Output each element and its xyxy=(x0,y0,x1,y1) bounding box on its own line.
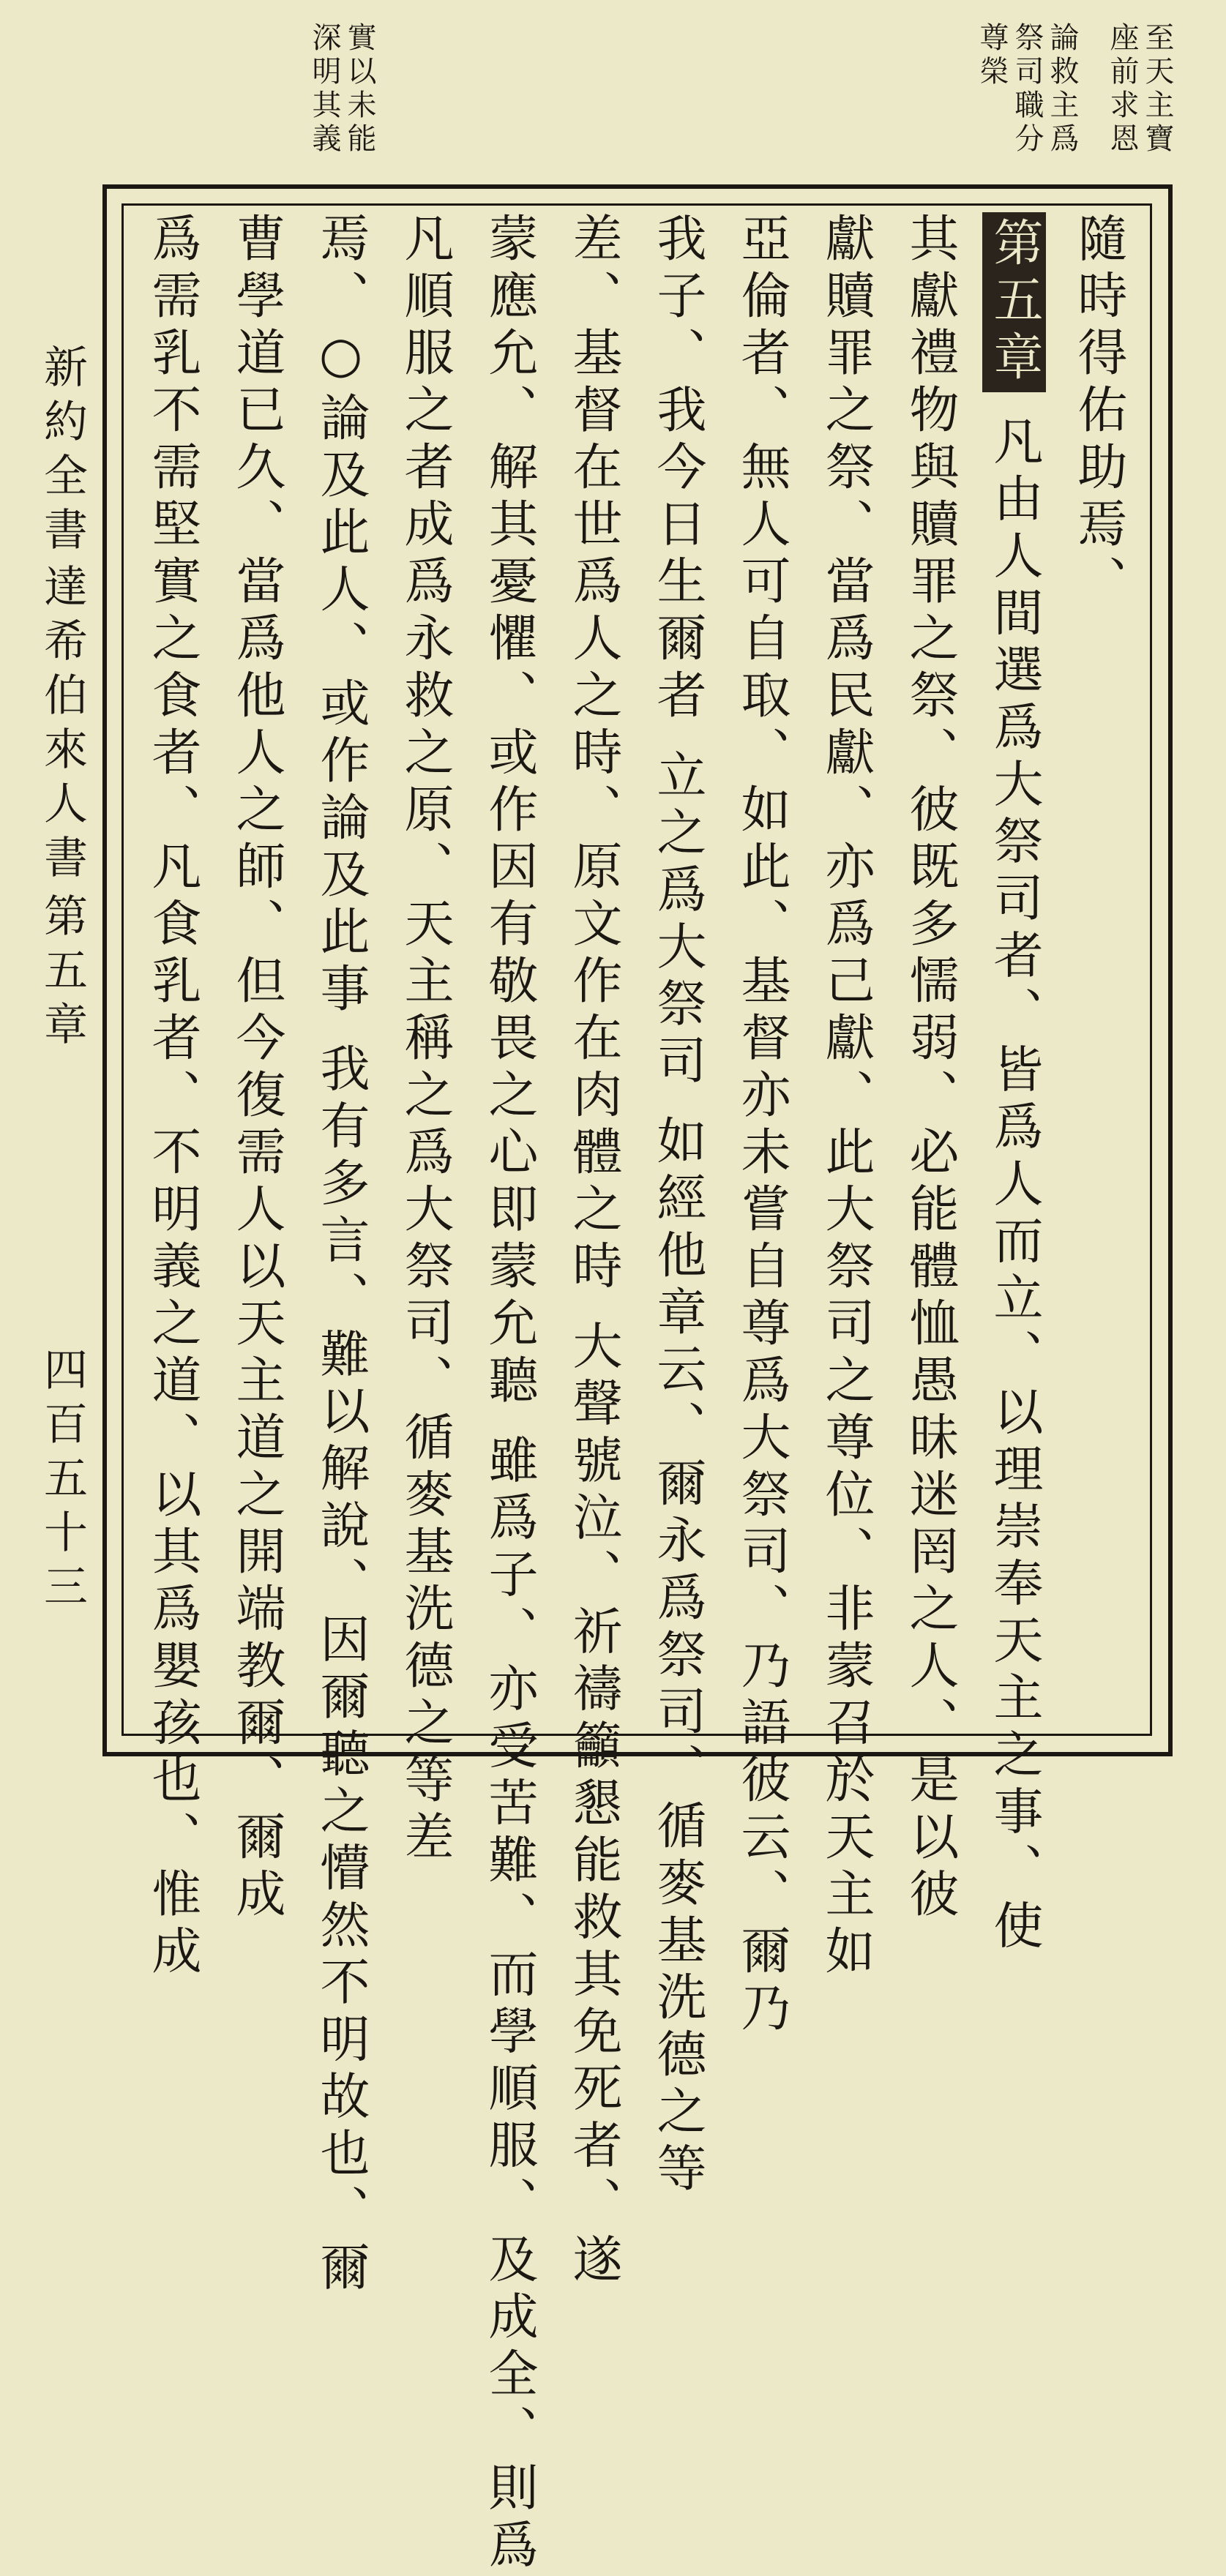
text-column-2: 第五章 凡由人間選爲大祭司者、皆爲人而立、以理崇奉天主之事、使 xyxy=(981,212,1047,1957)
top-note-2-line-2: 祭司職分 xyxy=(1010,22,1044,157)
top-note-3-line-1: 實以未能 xyxy=(343,22,376,157)
text-column-5: 亞倫者、無人可自取、如此、基督亦未嘗自尊爲大祭司、乃語彼云、爾乃 xyxy=(733,212,790,2039)
text-column-10: 焉、○論及此人、或作論及此事 我有多言、難以解說、因爾聽之懵然不明故也、爾 xyxy=(312,212,370,2299)
text-column-7: 差、基督在世爲人之時、原文作在肉體之時 大聲號泣、祈禱籲懇能救其免死者、遂 xyxy=(564,212,622,2291)
top-note-3-line-2: 深明其義 xyxy=(307,22,341,157)
margin-chapter: 第五章 xyxy=(37,893,88,1055)
text-column-4: 獻贖罪之祭、當爲民獻、亦爲己獻、此大祭司之尊位、非蒙召於天主如 xyxy=(817,212,875,1982)
top-note-1-line-1: 至天主寶 xyxy=(1140,22,1174,157)
margin-book-title: 新約全書 xyxy=(37,344,88,561)
top-note-2-line-1: 論救主爲 xyxy=(1045,22,1079,157)
text-column-11: 曹學道已久、當爲他人之師、但今復需人以天主道之開端教爾、爾成 xyxy=(228,212,285,1925)
top-note-1 xyxy=(1104,22,1175,157)
text-column-6: 我子、我今日生爾者 立之爲大祭司 如經他章云、爾永爲祭司、循麥基洗德之等 xyxy=(648,212,706,2200)
top-note-3 xyxy=(307,22,377,157)
text-column-3: 其獻禮物與贖罪之祭、彼既多懦弱、必能體恤愚昧迷罔之人、是以彼 xyxy=(901,212,959,1925)
top-note-2-line-3: 尊榮 xyxy=(975,22,1009,89)
page-number: 四百五十三 xyxy=(37,1347,88,1617)
text-column-8: 蒙應允、解其憂懼、或作因有敬畏之心即蒙允聽 雖爲子、亦受苦難、而學順服、及成全、則爲 xyxy=(480,212,538,2576)
text-column-12: 爲需乳不需堅實之食者、凡食乳者、不明義之道、以其爲嬰孩也、惟成 xyxy=(143,212,201,1982)
chapter-heading-tag: 第五章 xyxy=(982,212,1046,392)
top-note-2 xyxy=(974,22,1080,157)
text-column-1: 隨時得佑助焉、 xyxy=(1069,212,1127,612)
text-column-9: 凡順服之者成爲永救之原、天主稱之爲大祭司、循麥基洗德之等差 xyxy=(396,212,454,1868)
top-note-1-line-2: 座前求恩 xyxy=(1105,22,1139,157)
margin-epistle-title: 達希伯來人書 xyxy=(37,564,88,888)
